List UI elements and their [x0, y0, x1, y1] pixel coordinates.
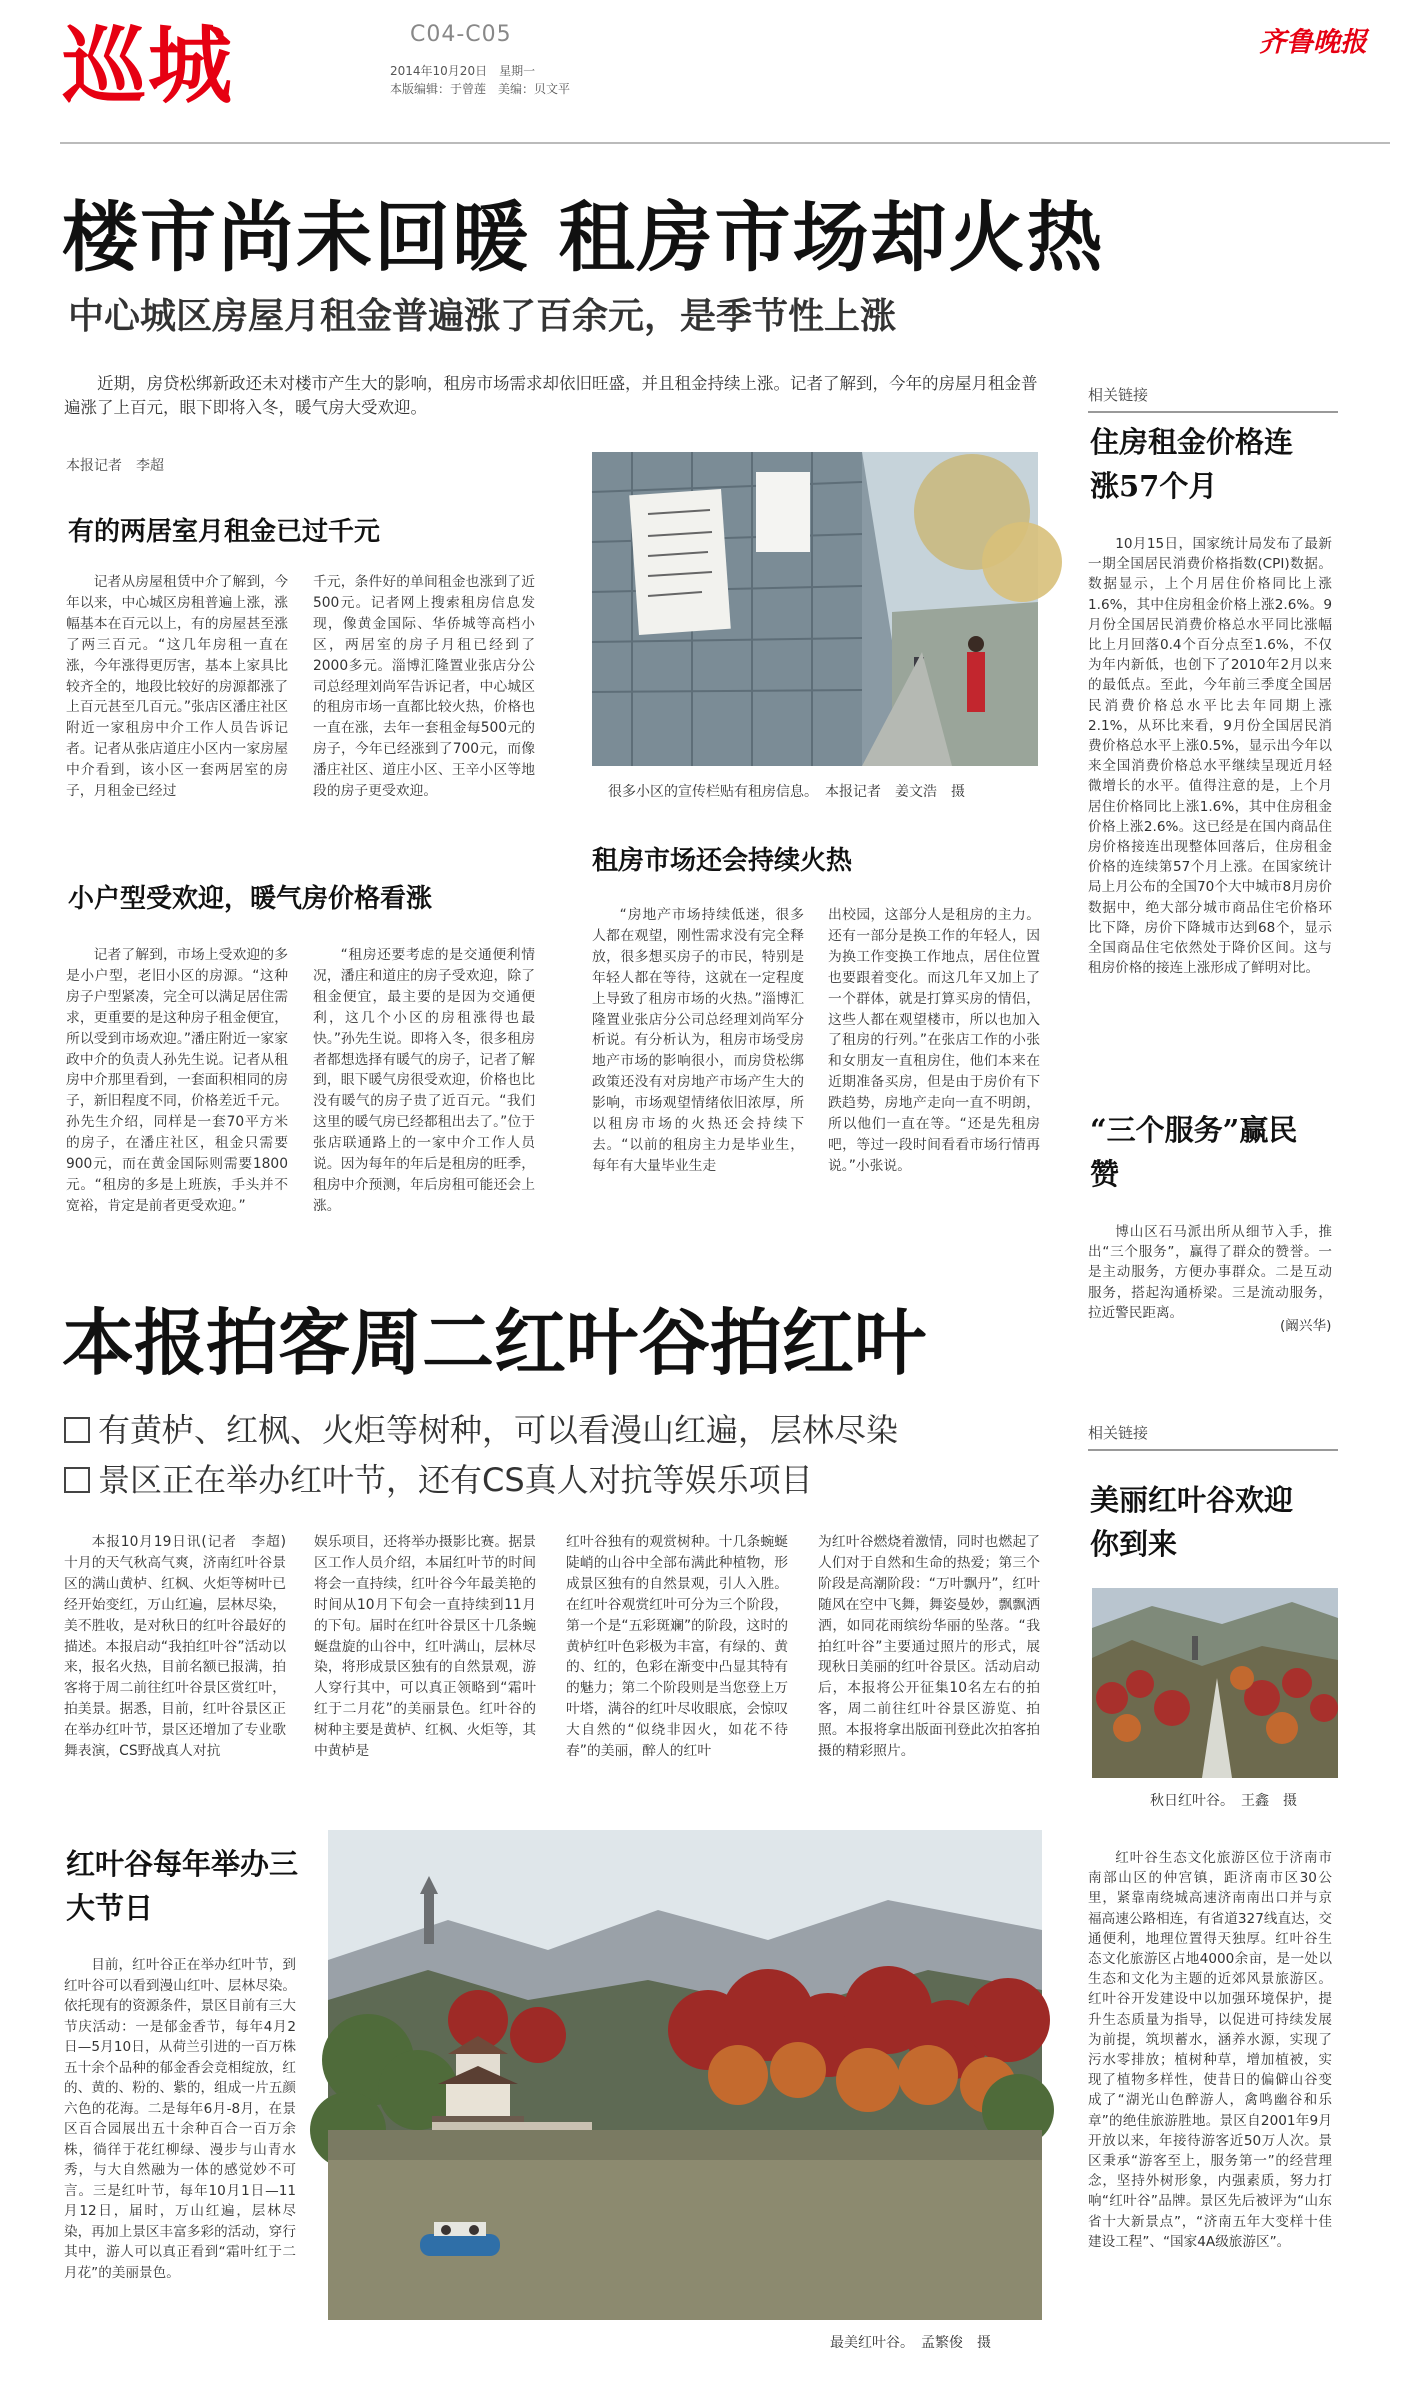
sidebar3-tag: 相关链接: [1088, 1422, 1338, 1451]
sidebar2-signature: (阚兴华): [1280, 1318, 1332, 1334]
sidebar2-body: 博山区石马派出所从细节入手，推出“三个服务”，赢得了群众的赞誉。一是主动服务，方便办事群众。二是互动服务，搭起沟通桥梁。三是流动服务，拉近警民距离。: [1088, 1224, 1332, 1321]
paper-name-logo: 齐鲁晚报: [1259, 27, 1367, 58]
story1-section2-col2: “租房还要考虑的是交通便利情况，潘庄和道庄的房子受欢迎，除了租金便宜，最主要的是因为交通便利，这几个小区的房租涨得也最快。”孙先生说。即将入冬，很多租房者都想选择有暖气的房子，记者了解到，眼下暖气房很受欢迎，价格也比没有暖气的房子贵了近百元。“我们这里的暖气房已经都租出去了。”位于张店联通路上的一家中介工作人员说。因为每年的年后是租房的旺季，租房中介预测，年后房租可能还会上涨。: [313, 947, 535, 1214]
notice-board-photo-art: [592, 452, 1038, 766]
sidebar1-tag: 相关链接: [1088, 384, 1338, 413]
story1-section1-col1: 记者从房屋租赁中介了解到，今年以来，中心城区房租普遍上涨，涨幅基本在百元以上，有的房屋甚至涨了两三百元。“这几年房租一直在涨，今年涨得更厉害，基本上家具比较齐全的，地段比较好的房源都涨了上百元甚至几百元。”张店区潘庄社区附近一家租房中介工作人员告诉记者。记者从张店道庄小区内一家房屋中介看到，该小区一套两居室的房子，月租金已经过: [66, 574, 288, 800]
story2-col1: 本报10月19日讯(记者 李超) 十月的天气秋高气爽，济南红叶谷景区的满山黄栌、红枫、火炬等树叶已经开始变红，万山红遍，层林尽染，美不胜收，是对秋日的红叶谷最好的描述。本报启动“我拍红叶谷”活动以来，报名火热，目前名额已报满，拍客将于周二前往红叶谷景区赏红叶，拍美景。据悉，目前，红叶谷景区正在举办红叶节，景区还增加了专业歌舞表演，CS野战真人对抗: [64, 1534, 300, 1760]
story1-headline: 楼市尚未回暖 租房市场却火热: [62, 193, 1105, 282]
red-leaf-valley-lake-photo-art: [328, 1830, 1042, 2320]
date-line: 2014年10月20日 星期一: [390, 64, 536, 78]
page-numbers: C04-C05: [410, 22, 512, 47]
red-leaf-valley-small-photo-caption: 秋日红叶谷。 王鑫 摄: [1150, 1793, 1297, 1809]
editors-line: 本版编辑：于曾莲 美编：贝文平: [390, 82, 571, 96]
story1-byline: 本报记者 李超: [66, 458, 164, 474]
bullet-box-icon: [64, 1417, 90, 1443]
story2-bullet2: 景区正在举办红叶节，还有CS真人对抗等娱乐项目: [64, 1458, 813, 1502]
story1-section3-title: 租房市场还会持续火热: [592, 846, 853, 876]
sidebar3-body: 红叶谷生态文化旅游区位于济南市南部山区的仲宫镇，距济南市区30公里，紧靠南绕城高速济南南出口并与京福高速公路相连，有省道327线直达，交通便利，地理位置得天独厚。红叶谷生态文化旅游区占地4000余亩，是一处以生态和文化为主题的近郊风景旅游区。红叶谷开发建设中以加强环境保护，提升生态质量为指导，以促进可持续发展为前提，筑坝蓄水，涵养水源，实现了污水零排放；植树种草，增加植被，实现了植物多样性，使昔日的偏僻山谷变成了“湖光山色醉游人，禽鸣幽谷和乐章”的绝佳旅游胜地。景区自2001年9月开放以来，年接待游客近50万人次。景区秉承“游客至上，服务第一”的经营理念，坚持外树形象，内强素质，努力打响“红叶谷”品牌。景区先后被评为“山东省十大新景点”，“济南五年大变样十佳建设工程”、“国家4A级旅游区”。: [1088, 1850, 1332, 2250]
story1-section2-col1: 记者了解到，市场上受欢迎的多是小户型，老旧小区的房源。“这种房子户型紧凑，完全可以满足居住需求，更重要的是这种房子租金便宜，所以受到市场欢迎。”潘庄附近一家家政中介的负责人孙先生说。记者从租房中介那里看到，一套面积相同的房子，新旧程度不同，价格差近千元。孙先生介绍，同样是一套70平方米的房子，在潘庄社区，租金只需要900元，而在黄金国际则需要1800元。“租房的多是上班族，手头并不宽裕，肯定是前者更受欢迎。”: [66, 947, 288, 1214]
story3-body: 目前，红叶谷正在举办红叶节，到红叶谷可以看到漫山红叶、层林尽染。依托现有的资源条件，景区目前有三大节庆活动：一是郁金香节，每年4月2日—5月10日，从荷兰引进的一百万株五十余个品种的郁金香会竞相绽放，红的、黄的、粉的、紫的，组成一片五颜六色的花海。二是每年6月-8月，在景区百合园展出五十余种百合一百万余株，徜徉于花红柳绿、漫步与山青水秀，与大自然融为一体的感觉妙不可言。三是红叶节，每年10月1日—11月12日，届时，万山红遍，层林尽染，再加上景区丰富多彩的活动，穿行其中，游人可以真正看到“霜叶红于二月花”的美丽景色。: [64, 1957, 296, 2281]
red-leaf-valley-lake-photo-caption: 最美红叶谷。 孟繁俊 摄: [830, 2335, 991, 2351]
notice-board-photo: [592, 452, 1038, 766]
story1-section1-col2: 千元，条件好的单间租金也涨到了近500元。记者网上搜索租房信息发现，像黄金国际、华侨城等高档小区，两居室的房子月租已经到了2000多元。淄博汇隆置业张店分公司总经理刘尚军告诉记者，中心城区的租房市场一直都比较火热，价格也一直在涨，去年一套租金每500元的房子，今年已经涨到了700元，而像潘庄社区、道庄小区、王辛小区等地段的房子更受欢迎。: [313, 574, 535, 800]
notice-board-photo-caption: 很多小区的宣传栏贴有租房信息。 本报记者 姜文浩 摄: [608, 784, 965, 800]
story2-col4: 为红叶谷燃烧着激情，同时也燃起了人们对于自然和生命的热爱；第三个阶段是高潮阶段：“万叶飘丹”，红叶随风在空中飞舞，舞姿曼妙，飘飘洒洒，如同花雨缤纷华丽的坠落。“我拍红叶谷”主要通过照片的形式，展现秋日美丽的红叶谷景区。活动启动后，本报将公开征集10名左右的拍客，周二前往红叶谷景区游览、拍照。本报将拿出版面刊登此次拍客拍摄的精彩照片。: [818, 1534, 1040, 1760]
story1-section3-col1: “房地产市场持续低迷，很多人都在观望，刚性需求没有完全释放，很多想买房子的市民，特别是年轻人都在等待，这就在一定程度上导致了租房市场的火热。”淄博汇隆置业张店分公司总经理刘尚军分析说。有分析认为，租房市场受房地产市场的影响很小，而房贷松绑政策还没有对房地产市场产生大的影响，市场观望情绪依旧浓厚，所以租房市场的火热还会持续下去。“以前的租房主力是毕业生，每年有大量毕业生走: [592, 907, 804, 1174]
bullet-box-icon: [64, 1467, 90, 1493]
story3-title: 红叶谷每年举办三大节日: [66, 1847, 299, 1925]
sidebar1-title: 住房租金价格连涨57个月: [1090, 425, 1294, 503]
masthead-divider: [60, 142, 1390, 144]
story1-subheadline: 中心城区房屋月租金普遍涨了百余元，是季节性上涨: [68, 295, 897, 337]
red-leaf-valley-small-photo: [1092, 1588, 1338, 1778]
story2-col3: 红叶谷独有的观赏树种。十几条蜿蜒陡峭的山谷中全部布满此种植物，形成景区独有的自然景观，引人入胜。在红叶谷观赏红叶可分为三个阶段，第一个是“五彩斑斓”的阶段，这时的黄栌红叶色彩极为丰富，有绿的、黄的、红的，色彩在渐变中凸显其特有的魅力；第二个阶段则是当您登上万叶塔，满谷的红叶尽收眼底，会惊叹大自然的“似绕非因火，如花不待春”的美丽，醉人的红叶: [566, 1534, 788, 1760]
story2-col2: 娱乐项目，还将举办摄影比赛。据景区工作人员介绍，本届红叶节的时间将会一直持续，红叶谷今年最美艳的时间从10月下旬会一直持续到11月的下旬。届时在红叶谷景区十几条蜿蜒盘旋的山谷中，红叶满山，层林尽染，将形成景区独有的自然景观，游人穿行其中，可以真正领略到“霜叶红于二月花”的美丽景色。红叶谷的树种主要是黄栌、红枫、火炬等，其中黄栌是: [314, 1534, 536, 1760]
story1-section1-title: 有的两居室月租金已过千元: [68, 517, 381, 547]
story2-bullet1: 有黄栌、红枫、火炬等树种，可以看漫山红遍，层林尽染: [64, 1408, 898, 1452]
sidebar2-title: “三个服务”赢民赞: [1090, 1113, 1298, 1191]
story1-section2-title: 小户型受欢迎，暖气房价格看涨: [68, 884, 433, 914]
sidebar3-title: 美丽红叶谷欢迎你到来: [1090, 1483, 1294, 1561]
sidebar1-body: 10月15日，国家统计局发布了最新一期全国居民消费价格指数(CPI)数据。数据显示，上个月居住价格同比上涨1.6%，其中住房租金价格上涨2.6%。9月份全国居民消费价格总水平同比涨幅比上月回落0.4个百分点至1.6%，不仅为年内新低，也创下了2010年2月以来的最低点。至此，今年前三季度全国居民消费价格总水平比去年同期上涨2.1%，从环比来看，9月份全国居民消费价格总水平上涨0.5%，显示出今年以来全国消费价格总水平继续呈现近月轻微增长的水平。值得注意的是，上个月居住价格同比上涨1.6%，其中住房租金价格上涨2.6%。这已经是在国内商品住房价格接连出现整体回落后，住房租金价格的连续第57个月上涨。在国家统计局上月公布的全国70个大中城市8月房价数据中，绝大部分城市商品住宅价格环比下降，房价下降城市达到68个，显示全国商品住宅依然处于降价区间。这与租房价格的接连上涨形成了鲜明对比。: [1088, 536, 1332, 977]
story1-section3-col2: 出校园，这部分人是租房的主力。还有一部分是换工作的年轻人，因为换工作变换工作地点，居住位置也要跟着变化。而这几年又加上了一个群体，就是打算买房的情侣，这些人都在观望楼市，所以也加入了租房的行列。”在张店工作的小张和女朋友一直租房住，他们本来在近期准备买房，但是由于房价有下跌趋势，房地产走向一直不明朗，所以他们一直在等。“还是先租房吧，等过一段时间看看市场行情再说。”小张说。: [828, 907, 1040, 1174]
section-logo: 巡城: [62, 16, 235, 115]
story2-headline: 本报拍客周二红叶谷拍红叶: [62, 1300, 927, 1385]
red-leaf-valley-small-photo-art: [1092, 1588, 1338, 1778]
story1-lead: 近期，房贷松绑新政还未对楼市产生大的影响，租房市场需求却依旧旺盛，并且租金持续上涨。记者了解到，今年的房屋月租金普遍涨了上百元，眼下即将入冬，暖气房大受欢迎。: [64, 374, 1038, 417]
red-leaf-valley-lake-photo: [328, 1830, 1042, 2320]
